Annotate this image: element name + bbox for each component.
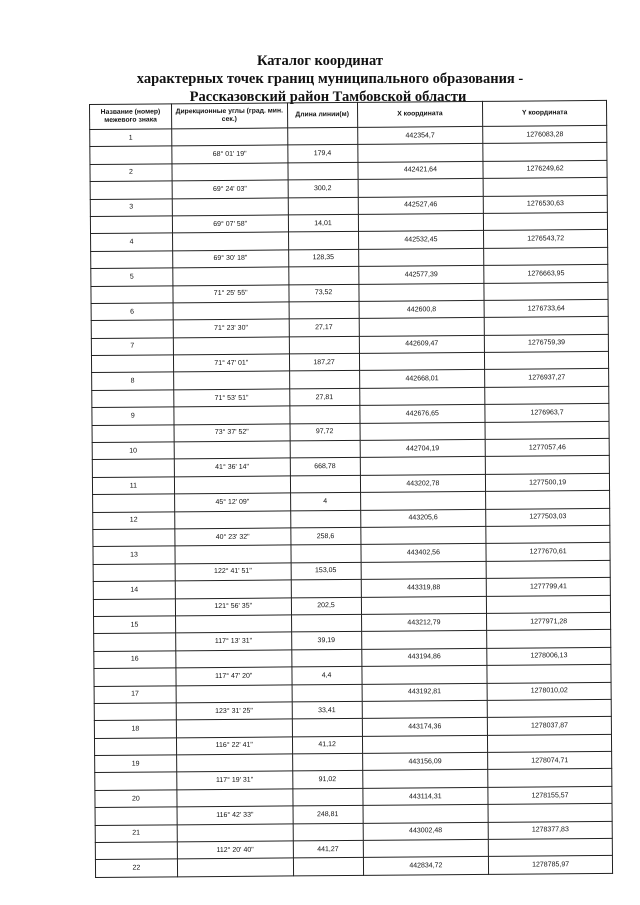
title-line-3: Рассказовский район Тамбовской области [189,89,467,105]
empty-cell [292,719,362,737]
line-length: 668,78 [290,458,360,476]
x-coordinate: 443002,48 [363,822,489,840]
y-coordinate: 1276530,63 [483,195,607,213]
empty-cell [488,769,612,787]
empty-cell [361,561,487,579]
x-coordinate: 443319,88 [361,579,487,597]
empty-cell [288,197,358,215]
empty-cell [175,545,291,563]
empty-cell [359,387,485,405]
empty-cell [177,789,293,807]
point-name: 10 [92,442,174,460]
empty-cell [176,684,292,702]
line-length: 300,2 [288,180,358,198]
empty-cell [95,772,177,790]
x-coordinate: 442532,45 [358,231,484,249]
empty-cell [94,738,176,756]
y-coordinate: 1276937,27 [485,369,609,387]
empty-cell [358,248,484,266]
empty-cell [94,668,176,686]
empty-cell [290,440,360,458]
x-coordinate: 442354,7 [357,126,483,144]
y-coordinate: 1277971,28 [487,612,611,630]
x-coordinate: 443156,09 [362,752,488,770]
line-length: 153,05 [291,562,361,580]
point-name: 14 [93,581,175,599]
direction-angle: 117° 47' 20" [176,667,292,685]
line-length: 258,6 [290,527,360,545]
line-length: 14,01 [288,214,358,232]
empty-cell [360,457,486,475]
empty-cell [486,560,610,578]
empty-cell [488,734,612,752]
empty-cell [290,475,360,493]
point-name: 9 [92,407,174,425]
y-coordinate: 1276249,62 [483,160,607,178]
x-coordinate: 442609,47 [359,335,485,353]
empty-cell [93,564,175,582]
empty-cell [363,839,489,857]
empty-cell [359,352,485,370]
empty-cell [358,179,484,197]
empty-cell [91,285,173,303]
empty-cell [291,580,361,598]
point-name: 13 [93,546,175,564]
empty-cell [489,838,613,856]
empty-cell [93,494,175,512]
empty-cell [486,525,610,543]
y-coordinate: 1276083,28 [483,125,607,143]
direction-angle: 122° 41' 51" [175,563,291,581]
empty-cell [176,719,292,737]
empty-cell [94,703,176,721]
line-length: 187,27 [289,353,359,371]
empty-cell [292,753,362,771]
empty-cell [289,336,359,354]
direction-angle: 69° 24' 03" [172,180,288,198]
empty-cell [291,649,361,667]
empty-cell [291,545,361,563]
table-row [95,856,612,877]
empty-cell [291,614,361,632]
line-length: 41,12 [292,736,362,754]
empty-cell [173,267,289,285]
empty-cell [173,371,289,389]
point-name: 21 [95,824,177,842]
x-coordinate: 442704,19 [360,439,486,457]
point-name: 12 [93,511,175,529]
empty-cell [360,526,486,544]
point-name: 1 [90,129,172,147]
point-name: 8 [92,372,174,390]
point-name: 2 [90,164,172,182]
y-coordinate: 1276733,64 [484,299,608,317]
line-length: 91,02 [292,771,362,789]
point-name: 7 [91,338,173,356]
empty-cell [362,700,488,718]
empty-cell [361,665,487,683]
header-y: Y координата [483,100,607,126]
line-length: 179,4 [287,145,357,163]
point-name: 15 [94,616,176,634]
empty-cell [487,699,611,717]
line-length: 4,4 [292,666,362,684]
point-name: 6 [91,303,173,321]
empty-cell [358,283,484,301]
empty-cell [174,441,290,459]
direction-angle: 69° 30' 18" [172,250,288,268]
document-title [0,52,640,106]
empty-cell [175,580,291,598]
empty-cell [290,510,360,528]
line-length: 27,81 [289,388,359,406]
x-coordinate: 443114,31 [362,787,488,805]
y-coordinate: 1278785,97 [489,856,613,874]
point-name: 18 [94,720,176,738]
y-coordinate: 1278010,02 [487,682,611,700]
empty-cell [91,320,173,338]
line-length: 27,17 [289,319,359,337]
empty-cell [293,788,363,806]
y-coordinate: 1278377,83 [488,821,612,839]
empty-cell [93,529,175,547]
empty-cell [92,459,174,477]
point-name: 17 [94,685,176,703]
empty-cell [174,406,290,424]
y-coordinate: 1276543,72 [484,230,608,248]
empty-cell [485,421,609,439]
point-name: 20 [95,790,177,808]
empty-cell [487,665,611,683]
empty-cell [484,212,608,230]
empty-cell [359,318,485,336]
empty-cell [95,807,177,825]
y-coordinate: 1277057,46 [485,438,609,456]
point-name: 22 [95,859,177,877]
direction-angle: 71° 47' 01" [173,354,289,372]
direction-angle: 41° 36' 14" [174,458,290,476]
line-length: 73,52 [289,284,359,302]
empty-cell [487,595,611,613]
x-coordinate: 442676,65 [359,405,485,423]
line-length: 202,5 [291,597,361,615]
header-x: X координата [357,101,483,127]
empty-cell [290,406,360,424]
empty-cell [363,805,489,823]
title-line-2: характерных точек границ муниципального образования - [136,71,524,87]
direction-angle: 73° 37' 52" [174,424,290,442]
empty-cell [90,146,172,164]
x-coordinate: 442421,64 [357,161,483,179]
point-name: 3 [90,198,172,216]
y-coordinate: 1278155,57 [488,786,612,804]
empty-cell [484,317,608,335]
empty-cell [483,143,607,161]
empty-cell [173,302,289,320]
empty-cell [357,144,483,162]
y-coordinate: 1277799,41 [486,578,610,596]
line-length: 33,41 [292,701,362,719]
empty-cell [173,337,289,355]
empty-cell [172,198,288,216]
direction-angle: 68° 01' 19" [172,145,288,163]
empty-cell [485,386,609,404]
direction-angle: 117° 13' 31" [176,632,292,650]
coordinates-table [89,100,613,878]
empty-cell [361,631,487,649]
empty-cell [486,491,610,509]
empty-cell [177,858,293,876]
line-length: 97,72 [290,423,360,441]
empty-cell [358,213,484,231]
empty-cell [360,422,486,440]
empty-cell [487,630,611,648]
empty-cell [484,247,608,265]
empty-cell [360,492,486,510]
empty-cell [485,352,609,370]
empty-cell [176,650,292,668]
y-coordinate: 1277670,61 [486,543,610,561]
direction-angle: 71° 23' 30" [173,319,289,337]
empty-cell [293,858,363,876]
empty-cell [484,282,608,300]
x-coordinate: 442834,72 [363,857,489,875]
empty-cell [292,684,362,702]
table-body [90,125,613,877]
direction-angle: 116° 22' 41" [176,737,292,755]
y-coordinate: 1276963,7 [485,404,609,422]
y-coordinate: 1277503,03 [486,508,610,526]
direction-angle: 123° 31' 25" [176,702,292,720]
empty-cell [362,770,488,788]
x-coordinate: 443202,78 [360,474,486,492]
direction-angle: 117° 19' 31" [177,771,293,789]
y-coordinate: 1277500,19 [486,473,610,491]
x-coordinate: 443212,79 [361,613,487,631]
y-coordinate: 1278037,87 [488,717,612,735]
empty-cell [93,598,175,616]
x-coordinate: 442600,8 [359,300,485,318]
empty-cell [361,596,487,614]
empty-cell [289,371,359,389]
direction-angle: 45° 12' 09" [174,493,290,511]
empty-cell [293,823,363,841]
y-coordinate: 1276663,95 [484,265,608,283]
direction-angle: 121° 56' 35" [175,597,291,615]
line-length: 441,27 [293,840,363,858]
direction-angle: 69° 07' 58" [172,215,288,233]
empty-cell [175,511,291,529]
empty-cell [288,232,358,250]
direction-angle: 71° 25' 55" [173,284,289,302]
point-name: 5 [91,268,173,286]
empty-cell [177,824,293,842]
direction-angle: 116° 42' 33" [177,806,293,824]
empty-cell [287,127,357,145]
empty-cell [172,163,288,181]
empty-cell [486,456,610,474]
x-coordinate: 443194,86 [361,648,487,666]
empty-cell [91,355,173,373]
header-name: Название (номер) межевого знака [90,104,172,130]
empty-cell [175,615,291,633]
empty-cell [90,216,172,234]
point-name: 16 [94,651,176,669]
empty-cell [91,251,173,269]
direction-angle: 112° 20' 40" [177,841,293,859]
empty-cell [288,162,358,180]
y-coordinate: 1276759,39 [485,334,609,352]
empty-cell [92,424,174,442]
line-length: 4 [290,493,360,511]
empty-cell [483,178,607,196]
header-length: Длина линии(м) [287,102,357,128]
x-coordinate: 443174,36 [362,718,488,736]
x-coordinate: 443402,56 [360,544,486,562]
empty-cell [174,476,290,494]
empty-cell [488,804,612,822]
line-length: 248,81 [293,806,363,824]
line-length: 39,19 [291,632,361,650]
empty-cell [92,390,174,408]
title-line-1: Каталог координат [256,53,384,69]
empty-cell [172,128,288,146]
point-name: 4 [91,233,173,251]
x-coordinate: 442668,01 [359,370,485,388]
empty-cell [90,181,172,199]
y-coordinate: 1278006,13 [487,647,611,665]
empty-cell [95,842,177,860]
empty-cell [176,754,292,772]
point-name: 19 [95,755,177,773]
header-angle: Дирекционные углы (град. мин. сек.) [171,103,287,129]
empty-cell [172,232,288,250]
point-name: 11 [92,477,174,495]
empty-cell [288,267,358,285]
empty-cell [94,633,176,651]
x-coordinate: 442577,39 [358,266,484,284]
empty-cell [289,301,359,319]
direction-angle: 71° 53' 51" [174,389,290,407]
y-coordinate: 1278074,71 [488,751,612,769]
direction-angle: 40° 23' 32" [175,528,291,546]
line-length: 128,35 [288,249,358,267]
x-coordinate: 442527,46 [358,196,484,214]
x-coordinate: 443192,81 [362,683,488,701]
x-coordinate: 443205,6 [360,509,486,527]
empty-cell [362,735,488,753]
